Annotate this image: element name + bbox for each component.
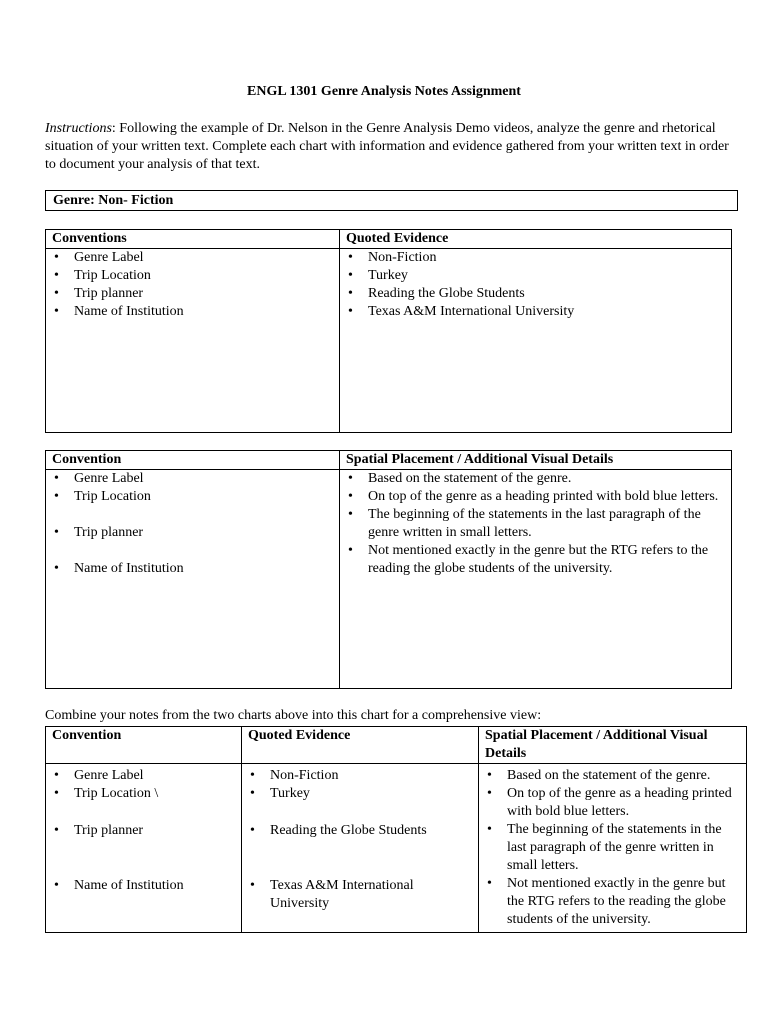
list-item: • Based on the statement of the genre. [485,767,740,785]
list-item: • Name of Institution [52,877,235,895]
instructions [45,120,735,174]
list-item: • Trip planner [52,822,235,840]
list-item: • Reading the Globe Students [346,285,725,303]
combine-instructions: Combine your notes from the two charts above into this chart for a comprehensive view: [45,708,542,723]
conventions-cell [46,764,242,933]
list-item: • On top of the genre as a heading printed with bold blue letters. [485,785,740,821]
details-cell [340,470,732,689]
list-item: • Based on the statement of the genre. [346,470,725,488]
list-item: • Genre Label [52,249,333,267]
conventions-cell [46,249,340,433]
list-item: • Turkey [248,785,472,803]
instructions-text: : Following the example of Dr. Nelson in the Genre Analysis Demo videos, analyze the genre and rhetorical situation of your written text. Complete each chart with information and evidence gathered from your written text in order to document your analysis of that text. [45,121,729,172]
chart-conventions-spatial [45,450,732,689]
page-title: ENGL 1301 Genre Analysis Notes Assignment [247,84,521,99]
list-item: • Reading the Globe Students [248,822,472,840]
list-item: • Genre Label [52,767,235,785]
list-item: • Trip planner [52,285,333,303]
list-item: • Non-Fiction [346,249,725,267]
list-item: • Trip Location [52,488,333,506]
header-conventions: Conventions [46,230,340,249]
header-convention: Convention [46,727,242,764]
list-item: • Texas A&M International University [248,877,472,913]
evidence-cell [340,249,732,433]
chart-conventions-evidence [45,229,732,433]
list-item: • Non-Fiction [248,767,472,785]
header-spatial-placement: Spatial Placement / Additional Visual Details [479,727,747,764]
list-item: • Genre Label [52,470,333,488]
list-item: • Trip Location [52,267,333,285]
list-item: • Texas A&M International University [346,303,725,321]
genre-box: Genre: Non- Fiction [45,190,738,211]
details-cell [479,764,747,933]
header-quoted-evidence: Quoted Evidence [340,230,732,249]
instructions-label: Instructions [45,121,112,136]
list-item: • Trip planner [52,524,333,542]
list-item: • Not mentioned exactly in the genre but the RTG refers to the reading the globe students of the university. [346,542,725,578]
chart-combined [45,726,747,933]
conventions-cell [46,470,340,689]
list-item: • The beginning of the statements in the last paragraph of the genre written in small letters. [346,506,725,542]
header-convention: Convention [46,451,340,470]
evidence-cell [242,764,479,933]
list-item: • Name of Institution [52,560,333,578]
list-item: • Not mentioned exactly in the genre but the RTG refers to the reading the globe students of the university. [485,875,740,929]
list-item: • Turkey [346,267,725,285]
list-item: • Name of Institution [52,303,333,321]
list-item: • The beginning of the statements in the last paragraph of the genre written in small letters. [485,821,740,875]
header-quoted-evidence: Quoted Evidence [242,727,479,764]
list-item: • Trip Location \ [52,785,235,803]
header-spatial-placement: Spatial Placement / Additional Visual Details [340,451,732,470]
list-item: • On top of the genre as a heading printed with bold blue letters. [346,488,725,506]
